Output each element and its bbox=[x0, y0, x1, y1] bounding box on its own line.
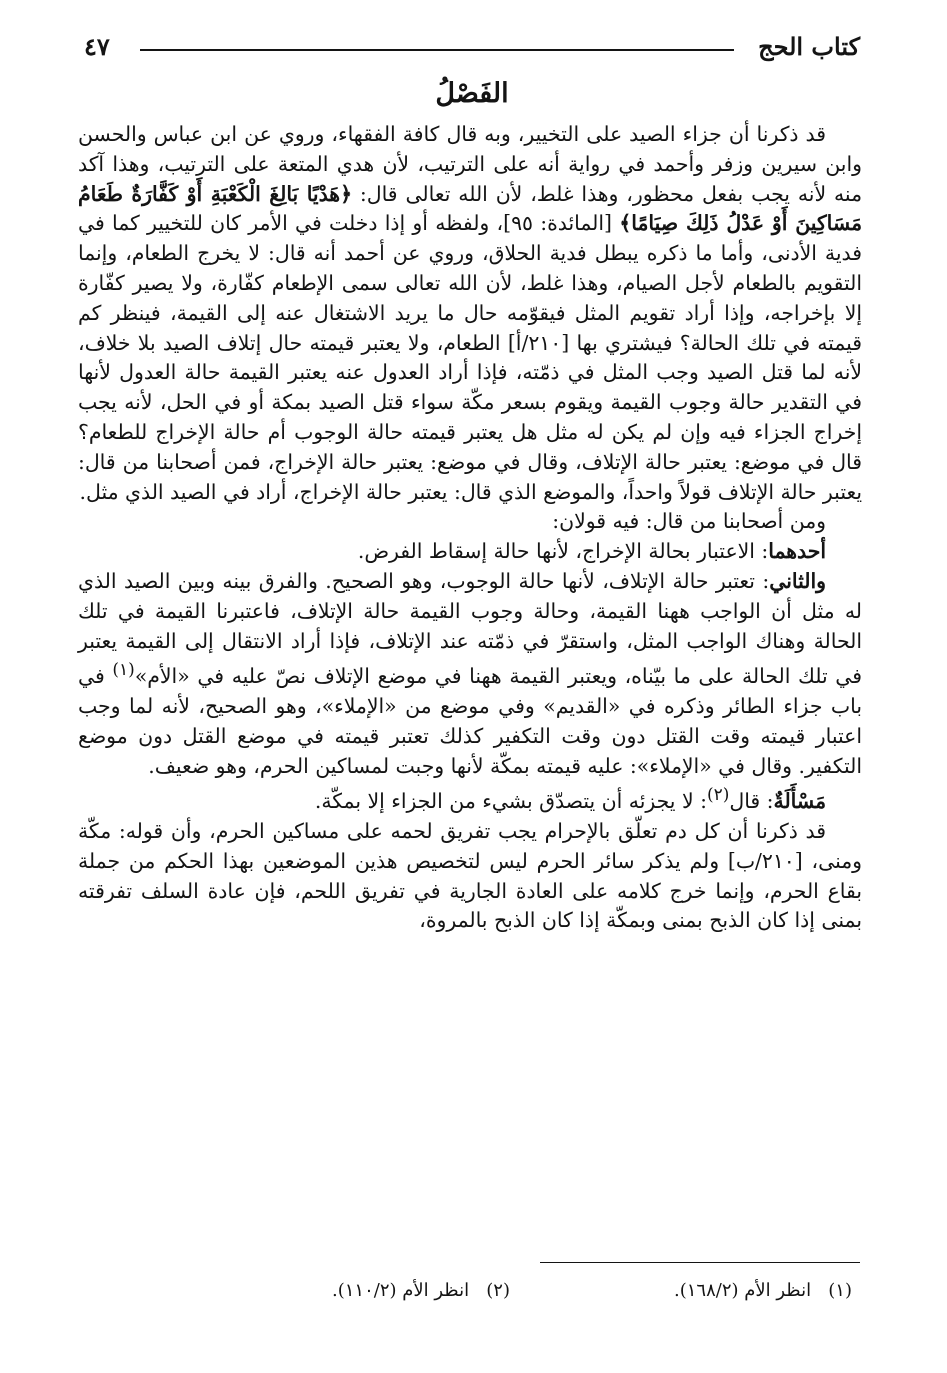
page-header bbox=[84, 28, 860, 68]
paragraph-text: في باب جزاء الطائر وذكره في «القديم» وفي موضع من «الإملاء»، وهو الصحيح، لأنه لما وجب اعتبار قيمته وقت القتل دون وقت التكفير كذلك تعتبر قيمته في موضع القتل دون موضع التكفير. وقال في «الإملاء»: عليه قيمته بمكّة لأنها وجبت لمساكين الحرم، وهو ضعيف. bbox=[78, 664, 862, 778]
header-rule bbox=[140, 49, 734, 51]
footnote-ref-1[interactable]: (١) bbox=[112, 660, 135, 681]
paragraph-text: : الاعتبار بحالة الإخراج، لأنها حالة إسقاط الفرض. bbox=[357, 539, 769, 564]
paragraph-2 bbox=[78, 507, 862, 537]
footnote-number: (٢) bbox=[486, 1280, 510, 1301]
book-title: كتاب الحج bbox=[758, 32, 860, 61]
paragraph-5 bbox=[78, 781, 862, 817]
main-text bbox=[78, 120, 862, 936]
paragraph-text: ومن أصحابنا من قال: فيه قولان: bbox=[552, 509, 826, 534]
section-title: الفَصْلُ bbox=[435, 78, 509, 109]
paragraph-text: قد ذكرنا أن جزاء الصيد على التخيير، وبه قال كافة الفقهاء، وروي عن ابن عباس والحسن وابن سيرين وزفر وأحمد في رواية أنه على الترتيب، لأن هدي المتعة على الترتيب، وهذا آكد منه لأنه يجب بفعل محظور، وهذا غلط، لأن الله تعالى قال: bbox=[78, 122, 862, 206]
page-number: ٤٧ bbox=[84, 32, 110, 61]
footnote-text: انظر الأم (١١٠/٢). bbox=[332, 1280, 470, 1301]
issue-label: مَسْأَلَةٌ bbox=[773, 789, 826, 814]
footnote-2 bbox=[332, 1280, 510, 1301]
paragraph-text: [المائدة: ٩٥]، ولفظه أو إذا دخلت في الأمر كان للتخيير كما في فدية الأدنى، وأما ما ذكره يبطل فدية الحلاق، وروي عن أحمد أنه قال: لا يخرج الطعام، وإنما التقويم بالطعام لأجل الصيام، وهذا غلط، لأن الله تعالى سمى الإطعام كفّارة، ولا يصير كفّارة إلا بإخراجه، وإذا أراد تقويم المثل فيقوّمه حال ما يريد الاشتغال عنه إلى القيمة، فينظر كم قيمته في تلك الحالة؟ فيشتري بها [٢١٠/أ] الطعام، ولا يعتبر قيمته حال إتلاف الصيد بلا خلاف، لأنه لما قتل الصيد وجب المثل في ذمّته، فإذا أراد العدول عنه يعتبر القيمة حالة العدول لأنها في التقدير حالة وجوب القيمة ويقوم بسعر مكّة سواء قتل الصيد بمكة أو في الحل، لأنه يجب إخراج الجزاء فيه وإن لم يكن له مثل هل يعتبر قيمته حالة الوجوب أم حالة الإخراج للطعام؟ قال في موضع: يعتبر حالة الإتلاف، وقال في موضع: يعتبر حالة الإخراج، فمن أصحابنا من قال: يعتبر حالة الإتلاف قولاً واحداً، والموضع الذي قال: يعتبر حالة الإخراج، أراد في الصيد الذي مثل. bbox=[78, 211, 863, 504]
first-opinion-label: أحدهما bbox=[768, 539, 826, 564]
paragraph-text: : تعتبر حالة الإتلاف، لأنها حالة الوجوب، وهو الصحيح. والفرق بينه وبين الصيد الذي له مثل أن الواجب ههنا القيمة، وحالة وجوب القيمة حالة الإتلاف، فاعتبرنا القيمة في تلك الحالة وهناك الواجب المثل، واستقرّ في ذمّته عند الإتلاف، فإذا أراد الانتقال إلى القيمة يعتبر في تلك الحالة على ما بيّناه، ويعتبر القيمة ههنا في موضع الإتلاف نصّ عليه في «الأم» bbox=[78, 568, 863, 689]
footnotes bbox=[84, 1280, 860, 1310]
footnote-rule bbox=[540, 1262, 860, 1263]
paragraph-text: : قال bbox=[729, 789, 774, 814]
paragraph-text: قد ذكرنا أن كل دم تعلّق بالإحرام يجب تفريق لحمه على مساكين الحرم، وأن قوله: مكّة ومنى، [٢١٠/ب] ولم يذكر سائر الحرم ليس لتخصيص هذين الموضعين بهذا الحكم من جملة بقاع الحرم، وإنما خرج كلامه على العادة الجارية في تفريق اللحم، فإن عادة السلف تفرقته بمنى إذا كان الذبح بمنى وبمكّة إذا كان الذبح بالمروة، bbox=[78, 818, 862, 933]
paragraph-6 bbox=[78, 817, 862, 936]
paragraph-text: : لا يجزئه أن يتصدّق بشيء من الجزاء إلا بمكّة. bbox=[314, 789, 707, 814]
footnote-number: (١) bbox=[828, 1280, 852, 1301]
footnote-ref-2[interactable]: (٢) bbox=[706, 785, 730, 806]
footnote-text: انظر الأم (١٦٨/٢). bbox=[674, 1280, 812, 1301]
quran-verse: ﴿هَدْيًا بَالِغَ الْكَعْبَةِ أَوْ كَفَّارَةٌ طَعَامُ مَسَاكِينَ أَوْ عَدْلُ ذَلِكَ صِيَامًا﴾ bbox=[78, 181, 862, 236]
footnote-1 bbox=[674, 1280, 852, 1301]
paragraph-4 bbox=[78, 567, 862, 781]
paragraph-1 bbox=[78, 120, 862, 507]
second-opinion-label: والثاني bbox=[769, 568, 826, 593]
paragraph-3 bbox=[78, 537, 862, 567]
